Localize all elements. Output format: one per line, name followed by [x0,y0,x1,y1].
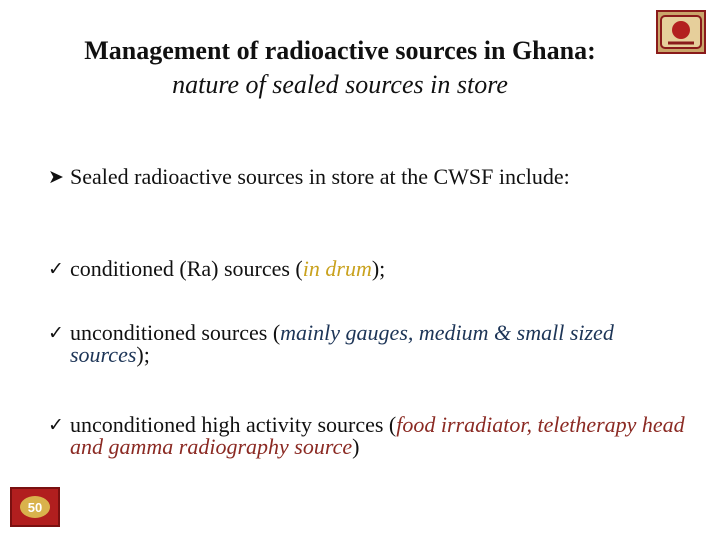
checkmark-icon: ✓ [48,414,64,436]
bullet-intro-text: Sealed radioactive sources in store at the CWSF include: [70,164,570,189]
slide-title [0,34,680,102]
bullet-item-2-highlight: mainly gauges, medium & small sized sources [70,320,614,367]
arrow-bullet-icon: ➤ [48,166,64,188]
bullet-item-3-prefix: unconditioned high activity sources ( [70,412,397,437]
bullet-item-1-suffix: ); [371,256,386,281]
bullet-item-1-highlight: in drum [302,256,372,281]
anniversary-number: 50 [27,500,43,515]
bullet-item-1-prefix: conditioned (Ra) sources ( [70,256,303,281]
institution-emblem-icon [656,10,706,54]
bullet-item-3 [48,414,698,458]
bullet-item-1 [48,258,385,280]
bullet-item-3-highlight: food irradiator, teletherapy head and gamma radiography source [70,412,685,459]
slide-title-main: Management of radioactive sources in Ghana: [84,36,596,65]
slide-subtitle: nature of sealed sources in store [172,70,508,99]
checkmark-icon: ✓ [48,322,64,344]
bullet-item-3-suffix: ) [352,434,360,459]
bullet-item-2-suffix: ); [136,342,150,367]
50th-anniversary-emblem-icon [10,487,60,527]
bullet-item-2-prefix: unconditioned sources ( [70,320,281,345]
checkmark-icon: ✓ [48,258,64,280]
bullet-intro [48,166,570,188]
bullet-item-2 [48,322,698,366]
